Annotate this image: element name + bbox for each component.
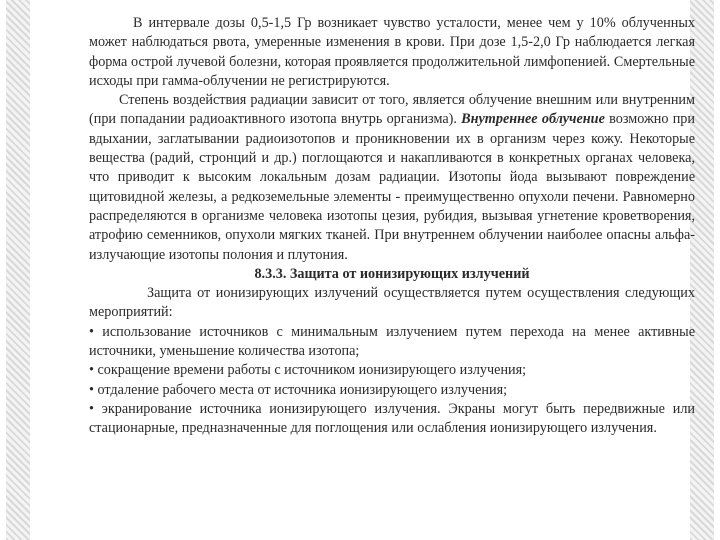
bullet-item: • сокращение времени работы с источником ионизирующего излучения; xyxy=(89,362,527,379)
paragraph-internal-exposure-end: возможно при вдыхании, заглатывании радиоизотопов и проникновении их в организм через кожу. Некоторые вещества (радий, стронций и др.) поглощаются и накапливаются в конкретных органах человека, что приводит к высоким локальным дозам радиации. Изотопы йода вызывают повреждение щитовидной железы, а редкоземельные элементы - преимущественно опухоли печени. Равномерно распределяются в организме человека изотопы цезия, рубидия, вызывая угнетение кроветворения, атрофию семенников, опухоли мягких тканей. При внутреннем облучении наиболее опасны альфа-излучающие изотопы полония и плутония. xyxy=(89,111,695,263)
document-body xyxy=(89,14,695,439)
section-heading: 8.3.3. Защита от ионизирующих излучений xyxy=(254,265,530,282)
bullet-item: • экранирование источника ионизирующего излучения. Экраны могут быть передвижные или стационарные, предназначенные для поглощения или ослабления ионизирующего излучения. xyxy=(89,400,695,437)
bullet-item: • отдаление рабочего места от источника ионизирующего излучения; xyxy=(89,381,508,398)
internal-exposure-term: Внутреннее облучение xyxy=(461,111,605,128)
paragraph-internal-exposure xyxy=(89,91,695,265)
left-decorative-border xyxy=(6,0,30,540)
bullet-item: • использование источников с минимальным излучением путем перехода на менее активные источники, уменьшение количества изотопа; xyxy=(89,323,695,360)
paragraph-dose-effects: В интервале дозы 0,5-1,5 Гр возникает чувство усталости, менее чем у 10% облученных может наблюдаться рвота, умеренные изменения в крови. При дозе 1,5-2,0 Гр наблюдается легкая форма острой лучевой болезни, которая проявляется продолжительной лимфопенией. Смертельные исходы при гамма-облучении не регистрируются. xyxy=(89,15,695,89)
paragraph-protection-intro: Защита от ионизирующих излучений осуществляется путем осуществления следующих мероприятий: xyxy=(89,285,695,321)
paragraph-internal-exposure-start: Степень воздействия радиации зависит от того, является облучение внешним или внутренним (при попадании радиоактивного изотопа внутрь организма). xyxy=(89,92,695,128)
